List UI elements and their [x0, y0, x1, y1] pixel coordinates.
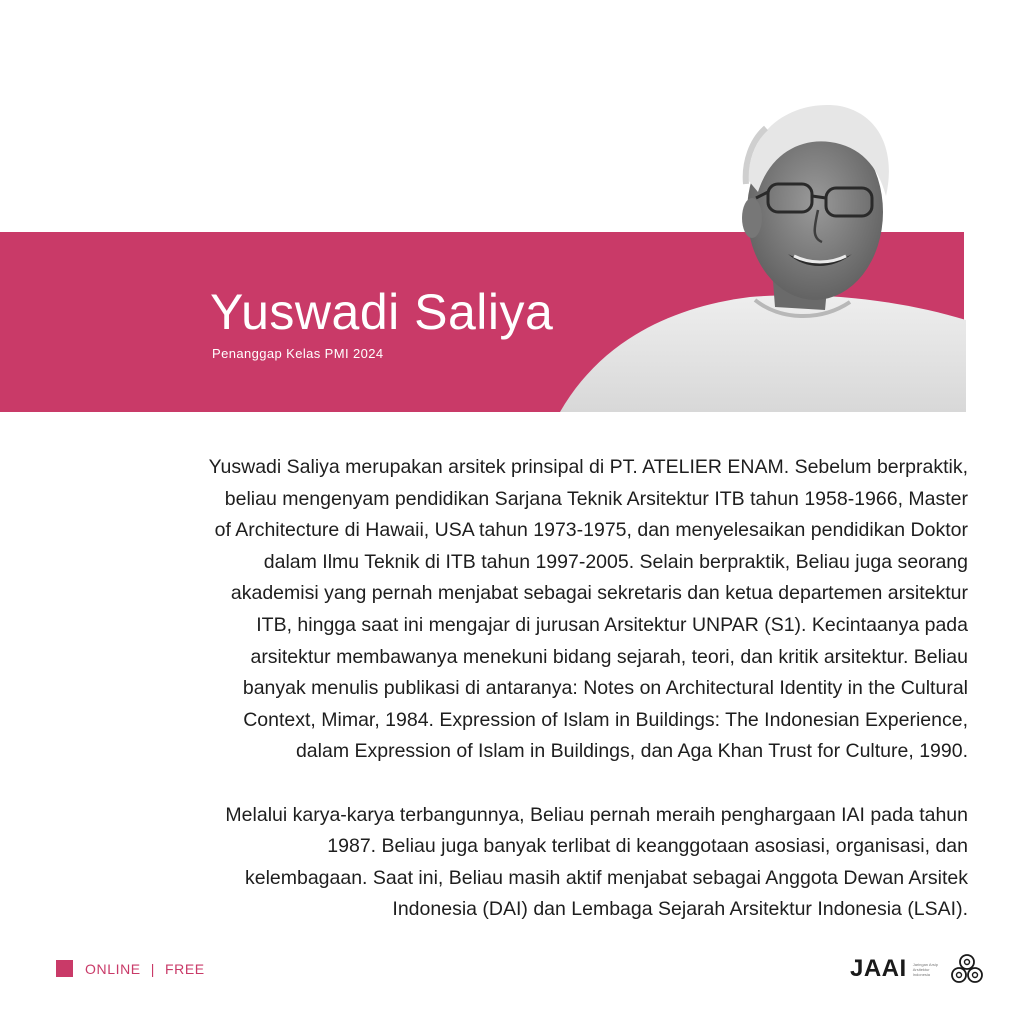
biography-paragraph: Melalui karya-karya terbangunnya, Beliau pernah meraih penghargaan IAI pada tahun 1987. Beliau juga banyak terlibat di keanggotaan asosiasi, organisasi, dan kelembagaan. Saat ini, Beliau masih aktif menjabat sebagai Anggota Dewan Arsitek Indonesia (DAI) dan Lembaga Sejarah Arsitektur Indonesia (LSAI).	[225, 803, 968, 921]
jaai-logo	[850, 952, 985, 986]
event-info	[56, 960, 205, 977]
portrait-photo	[560, 92, 966, 412]
triskele-logo-icon	[949, 952, 985, 986]
speaker-name: Yuswadi Saliya	[210, 284, 554, 340]
biography-paragraph: Yuswadi Saliya merupakan arsitek prinsipal di PT. ATELIER ENAM. Sebelum berpraktik, beliau mengenyam pendidikan Sarjana Teknik Arsitektur ITB tahun 1958-1966, Master of Architecture di Hawaii, USA tahun 1973-1975, dan menyelesaikan pendidikan Doktor dalam Ilmu Teknik di ITB tahun 1997-2005. Selain berpraktik, Beliau juga seorang akademisi yang pernah menjabat sebagai sekretaris dan ketua departemen arsitektur ITB, hingga saat ini mengajar di jurusan Arsitektur UNPAR (S1). Kecintaanya pada arsitektur membawanya menekuni bidang sejarah, teori, dan kritik arsitektur. Beliau banyak menulis publikasi di antaranya: Notes on Architectural Identity in the Cultural Context, Mimar, 1984. Expression of Islam in Buildings: The Indonesian Experience, dalam Expression of Islam in Buildings, dan Aga Khan Trust for Culture, 1990.	[208, 456, 968, 763]
logo-tagline: Jaringan Arsip Arsitektur Indonesia	[912, 961, 939, 977]
speaker-role: Penanggap Kelas PMI 2024	[212, 346, 384, 361]
event-mode-label: ONLINE	[85, 960, 141, 977]
event-price-label: FREE	[164, 960, 205, 977]
logo-wordmark: JAAI	[850, 955, 907, 982]
square-icon	[56, 960, 73, 977]
biography	[56, 452, 968, 926]
separator: |	[150, 960, 155, 977]
